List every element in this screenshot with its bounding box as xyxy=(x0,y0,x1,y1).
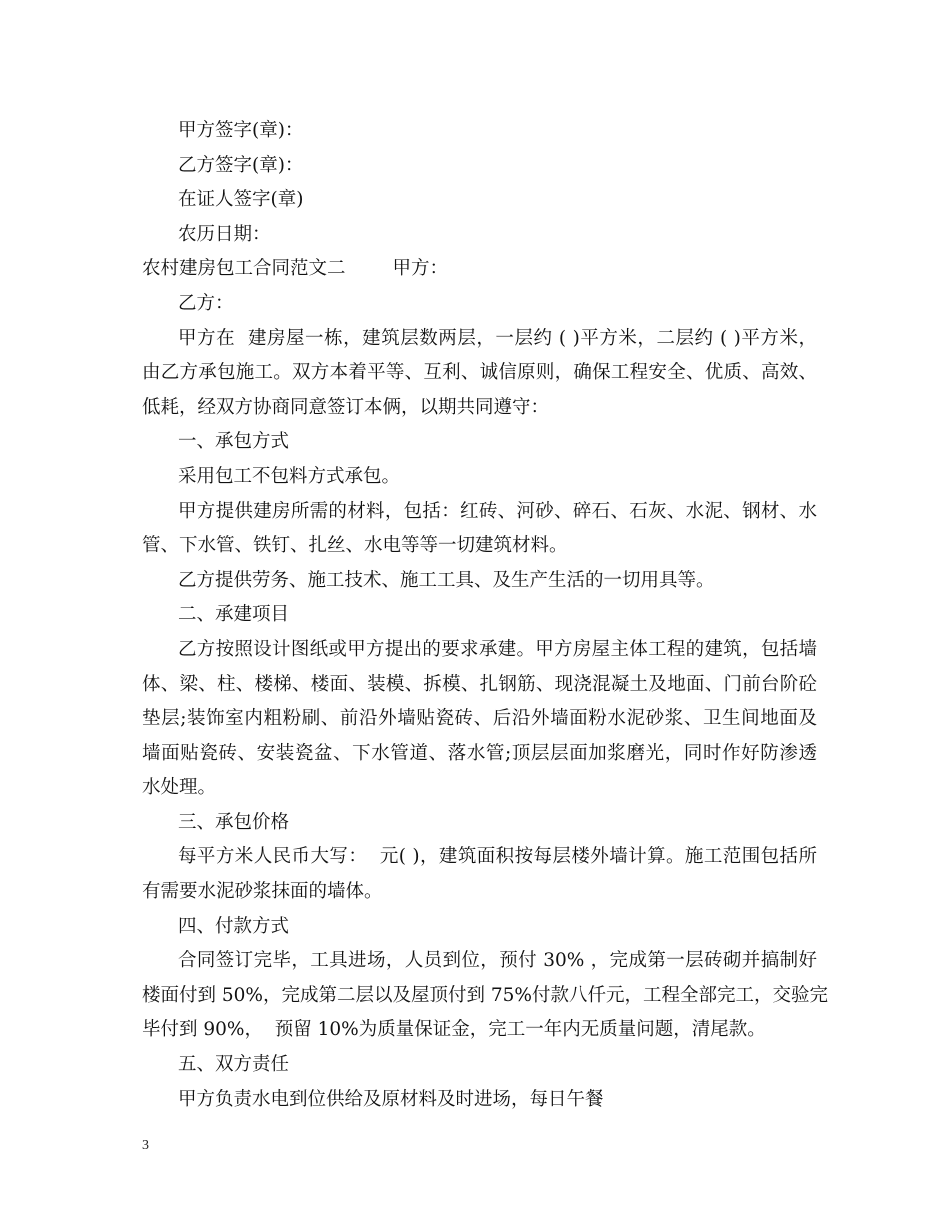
text-line: 垫层;装饰室内粗粉刷、前沿外墙贴瓷砖、后沿外墙面粉水泥砂浆、卫生间地面及 xyxy=(142,708,817,730)
text-line: 管、下水管、铁钉、扎丝、水电等等一切建筑材料。 xyxy=(142,535,568,557)
text-line: 合同签订完毕，工具进场，人员到位，预付 30% ，完成第一层砖砌并搞制好 xyxy=(178,950,817,972)
text-line: 体、梁、柱、楼梯、楼面、装模、拆模、扎钢筋、现浇混凝土及地面、门前台阶砼 xyxy=(142,673,817,695)
text-line: 甲方负责水电到位供给及原材料及时进场，每日午餐 xyxy=(178,1088,604,1110)
text-line: 农历日期： xyxy=(178,223,271,245)
page-number: 3 xyxy=(142,1138,149,1153)
text-line: 乙方： xyxy=(178,292,234,314)
text-line: 甲方提供建房所需的材料，包括：红砖、河砂、碎石、石灰、水泥、钢材、水 xyxy=(178,500,817,522)
text-line: 二、承建项目 xyxy=(178,604,290,626)
text-line: 乙方签字(章)： xyxy=(178,154,304,176)
text-line: 五、双方责任 xyxy=(178,1054,290,1076)
text-line: 采用包工不包料方式承包。 xyxy=(178,465,401,487)
text-line: 乙方提供劳务、施工技术、施工工具、及生产生活的一切用具等。 xyxy=(178,569,715,591)
text-line: 在证人签字(章) xyxy=(178,189,304,211)
text-line: 墙面贴瓷砖、安装瓷盆、下水管道、落水管;顶层层面加浆磨光，同时作好防渗透 xyxy=(142,742,817,764)
text-line: 有需要水泥砂浆抹面的墙体。 xyxy=(142,881,383,903)
text-line: 甲方在 建房屋一栋，建筑层数两层，一层约 ( )平方米，二层约 ( )平方米， xyxy=(178,327,817,349)
text-line: 乙方按照设计图纸或甲方提出的要求承建。甲方房屋主体工程的建筑，包括墙 xyxy=(178,638,817,660)
text-line: 楼面付到 50%，完成第二层以及屋顶付到 75%付款八仟元，工程全部完工，交验完 xyxy=(142,984,829,1006)
text-line: 低耗，经双方协商同意签订本俩，以期共同遵守： xyxy=(142,396,550,418)
text-line: 甲方签字(章)： xyxy=(178,120,304,141)
text-line: 水处理。 xyxy=(142,777,217,799)
text-line: 由乙方承包施工。双方本着平等、互利、诚信原则，确保工程安全、优质、高效、 xyxy=(142,362,817,384)
document-body xyxy=(142,114,829,1117)
text-line: 农村建房包工合同范文二 甲方： xyxy=(142,258,449,280)
text-line: 一、承包方式 xyxy=(178,431,290,453)
text-line: 四、付款方式 xyxy=(178,915,290,937)
text-line: 每平方米人民币大写： 元( )，建筑面积按每层楼外墙计算。施工范围包括所 xyxy=(178,846,817,868)
text-line: 三、承包价格 xyxy=(178,811,290,833)
text-line: 毕付到 90%， 预留 10%为质量保证金，完工一年内无质量问题，清尾款。 xyxy=(142,1019,766,1041)
